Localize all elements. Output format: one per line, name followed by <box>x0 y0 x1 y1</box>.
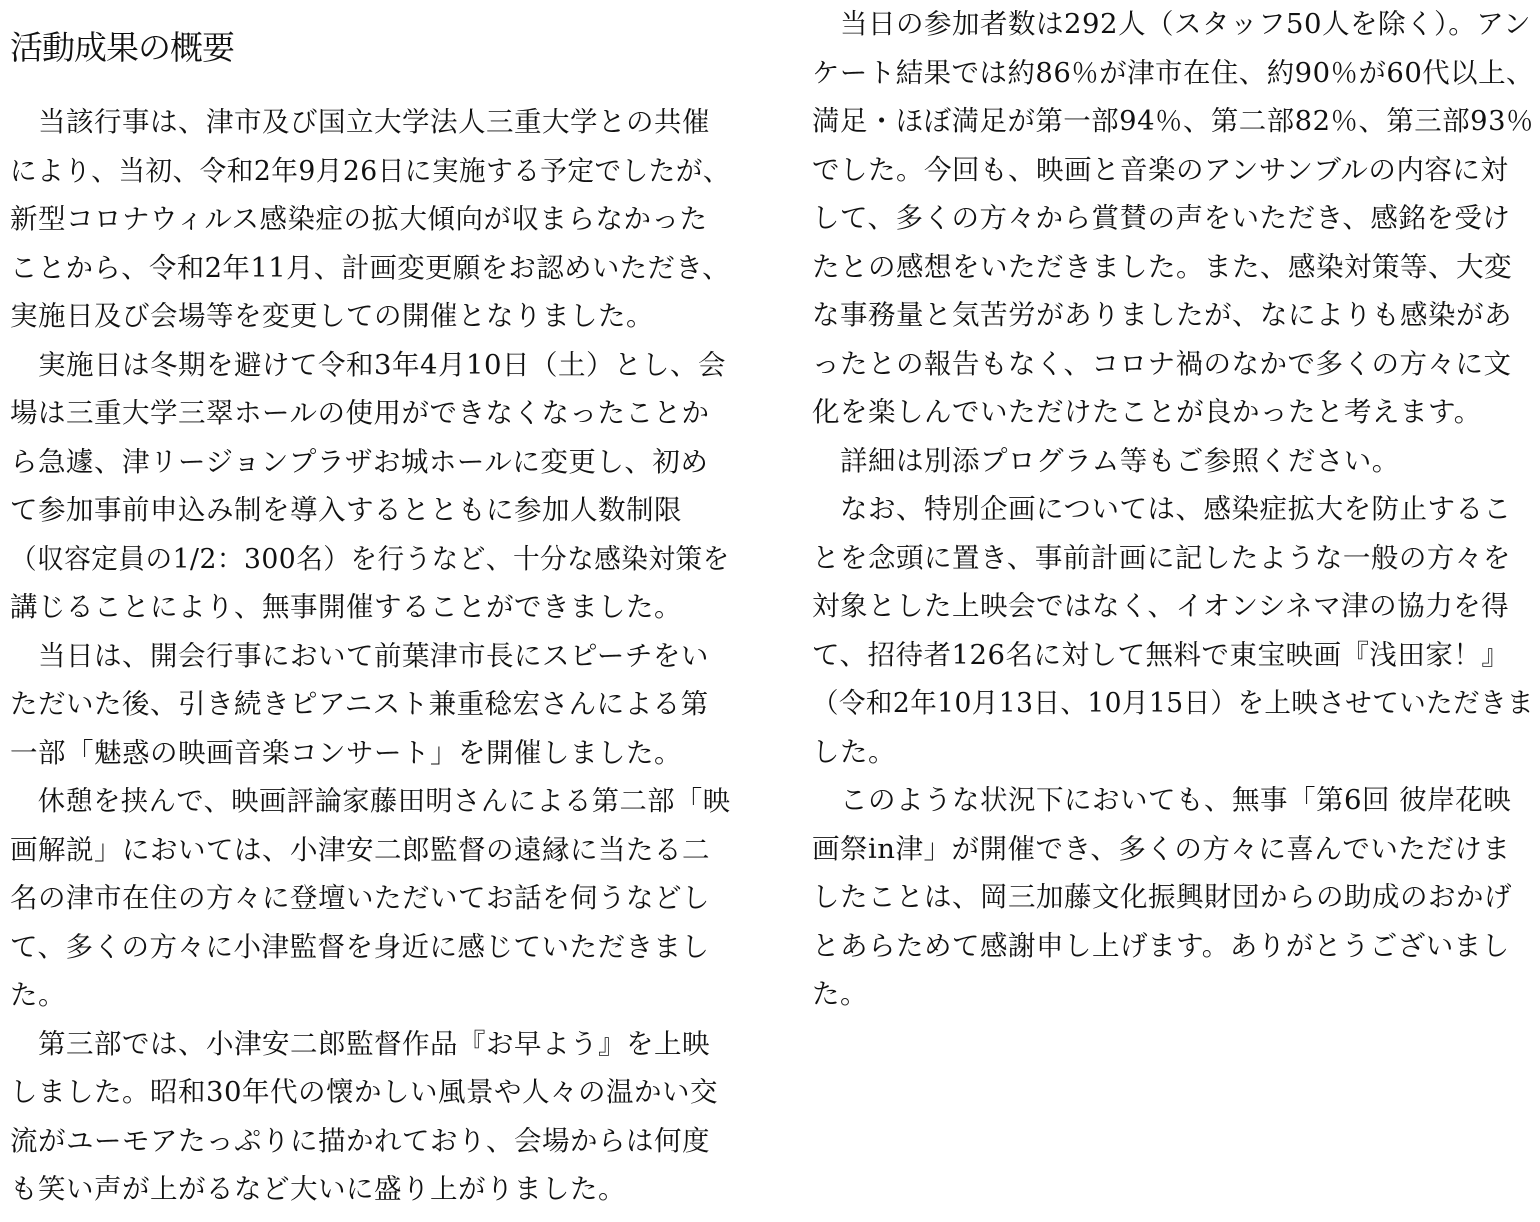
text-line: 流がユーモアたっぷりに描かれており、会場からは何度 <box>10 1124 710 1157</box>
text-line: （令和2年10月13日、10月15日）を上映させていただきま <box>812 687 1534 719</box>
text-line: た。 <box>10 979 66 1011</box>
text-line: 詳細は別添プログラム等もご参照ください。 <box>840 444 1400 477</box>
text-line: でした。今回も、映画と音楽のアンサンブルの内容に対 <box>812 153 1509 186</box>
text-line: 一部「魅惑の映画音楽コンサート」を開催しました。 <box>10 736 682 769</box>
text-line: て、多くの方々に小津監督を身近に感じていただきまし <box>10 930 710 963</box>
text-line: 対象とした上映会ではなく、イオンシネマ津の協力を得 <box>812 590 1510 622</box>
text-line: な事務量と気苦労がありましたが、なによりも感染があ <box>812 299 1512 331</box>
left-body-text <box>10 98 730 1214</box>
text-line: とを念頭に置き、事前計画に記したような一般の方々を <box>812 541 1511 574</box>
text-line: 講じることにより、無事開催することができました。 <box>10 591 682 623</box>
text-line: 当該行事は、津市及び国立大学法人三重大学との共催 <box>38 106 710 138</box>
text-line: 画祭in津」が開催でき、多くの方々に喜んでいただけま <box>812 832 1511 865</box>
section-heading: 活動成果の概要 <box>10 28 234 67</box>
text-line: 満足・ほぼ満足が第一部94％、第二部82％、第三部93％ <box>812 105 1534 137</box>
text-line: ことから、令和2年11月、計画変更願をお認めいただき、 <box>10 251 730 284</box>
text-line: ただいた後、引き続きピアニスト兼重稔宏さんによる第 <box>10 688 709 720</box>
text-line: 場は三重大学三翠ホールの使用ができなくなったことか <box>10 397 710 429</box>
text-line: した。 <box>812 735 896 768</box>
text-line: 休憩を挟んで、映画評論家藤田明さんによる第二部「映 <box>37 785 731 817</box>
text-line: （収容定員の1/2：300名）を行うなど、十分な感染対策を <box>10 542 730 575</box>
text-line: により、当初、令和2年9月26日に実施する予定でしたが、 <box>10 154 730 187</box>
text-line: 画解説」においては、小津安二郎監督の遠縁に当たる二 <box>10 833 710 866</box>
text-line: 名の津市在住の方々に登壇いただいてお話を伺うなどし <box>10 882 710 914</box>
text-line: て参加事前申込み制を導入するとともに参加人数制限 <box>10 494 682 526</box>
text-line: ったとの報告もなく、コロナ禍のなかで多くの方々に文 <box>812 347 1512 380</box>
right-body-text <box>812 0 1534 1019</box>
right-column <box>812 0 1534 1019</box>
text-line: したことは、岡三加藤文化振興財団からの助成のおかげ <box>812 881 1512 913</box>
text-line: このような状況下においても、無事「第6回 彼岸花映 <box>840 784 1512 816</box>
text-line: とあらためて感謝申し上げます。ありがとうございまし <box>812 929 1510 962</box>
text-line: たとの感想をいただきました。また、感染対策等、大変 <box>812 250 1512 283</box>
text-line: て、招待者126名に対して無料で東宝映画『浅田家！』 <box>812 638 1510 671</box>
text-line: も笑い声が上がるなど大いに盛り上がりました。 <box>10 1173 626 1205</box>
left-column <box>10 0 730 1214</box>
text-line: 新型コロナウィルス感染症の拡大傾向が収まらなかった <box>10 203 708 235</box>
text-line: 実施日及び会場等を変更しての開催となりました。 <box>10 300 654 332</box>
text-line: ケート結果では約86％が津市在住、約90％が60代以上、 <box>812 56 1534 89</box>
text-line: して、多くの方々から賞賛の声をいただき、感銘を受け <box>812 202 1511 234</box>
text-line: 当日は、開会行事において前葉津市長にスピーチをい <box>38 639 709 672</box>
text-line: なお、特別企画については、感染症拡大を防止するこ <box>840 493 1512 525</box>
text-line: 化を楽しんでいただけたことが良かったと考えます。 <box>812 396 1482 428</box>
text-line: 第三部では、小津安二郎監督作品『お早よう』を上映 <box>38 1027 710 1060</box>
text-line: ら急遽、津リージョンプラザお城ホールに変更し、初め <box>10 445 709 478</box>
text-line: 当日の参加者数は292人（スタッフ50人を除く）。アン <box>840 8 1532 40</box>
text-line: しました。昭和30年代の懐かしい風景や人々の温かい交 <box>10 1076 718 1108</box>
text-line: た。 <box>812 978 868 1010</box>
text-line: 実施日は冬期を避けて令和3年4月10日（土）とし、会 <box>38 348 726 381</box>
